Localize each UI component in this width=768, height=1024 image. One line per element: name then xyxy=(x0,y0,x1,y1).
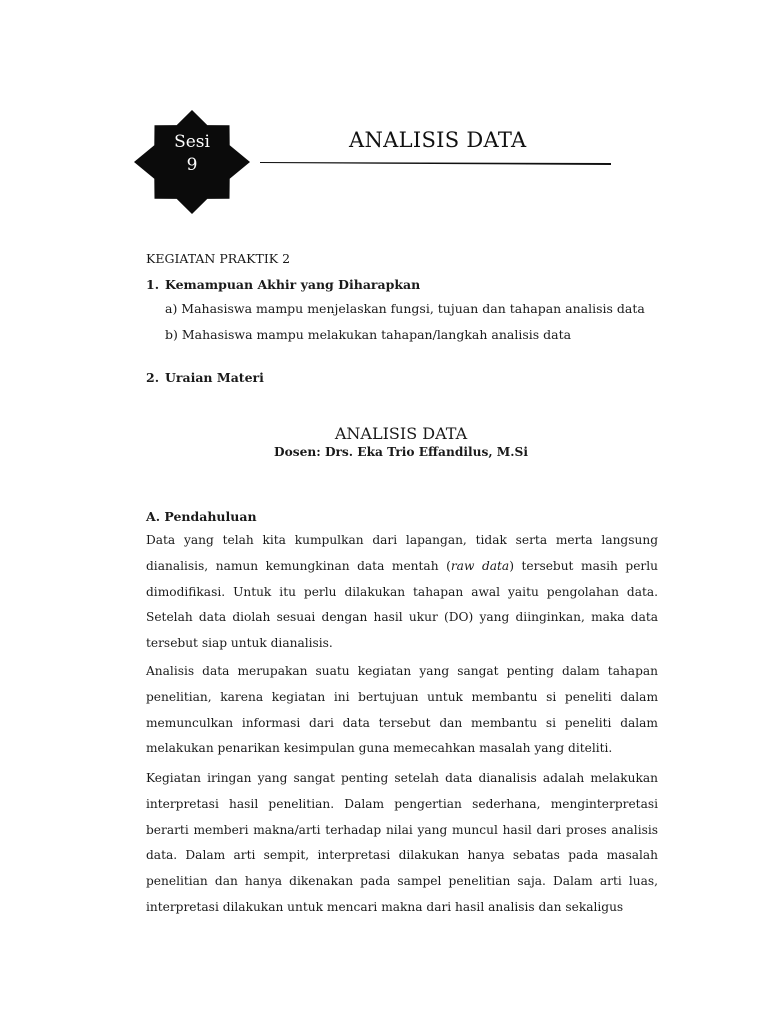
section1-heading xyxy=(146,277,420,292)
session-label: Sesi xyxy=(174,132,210,152)
session-number: 9 xyxy=(186,155,198,175)
section2-title: Uraian Materi xyxy=(165,370,264,385)
intro-paragraph-3: Kegiatan iringan yang sangat penting setelah data dianalisis adalah melakukan interpretasi hasil penelitian. Dalam pengertian sederhana, menginterpretasi berarti memberi makna/arti terhadap nilai yang muncul hasil dari proses analisis data. Dalam arti sempit, interpretasi dilakukan hanya sebatas pada masalah penelitian dan hanya dikenakan pada sampel penelitian saja. Dalam arti luas, interpretasi dilakukan untuk mencari makna dari hasil analisis dan sekaligus xyxy=(146,771,658,914)
intro-paragraph-1-italic: raw data xyxy=(450,558,510,573)
intro-paragraph-1 xyxy=(146,528,658,657)
lecturer-line: Dosen: Drs. Eka Trio Effandilus, M.Si xyxy=(274,445,528,459)
intro-paragraph-2: Analisis data merupakan suatu kegiatan yang sangat penting dalam tahapan penelitian, karena kegiatan ini bertujuan untuk membantu si peneliti dalam memunculkan informasi dari data tersebut dan membantu si peneliti dalam melakukan penarikan kesimpulan guna memecahkan masalah yang diteliti. xyxy=(146,664,658,756)
intro-paragraph-1-text-a: Data yang telah kita kumpulkan dari lapangan, tidak serta merta langsung dianalisis, namun kemungkinan data mentah ( xyxy=(146,533,658,573)
section1-number: 1. xyxy=(146,277,160,292)
section2-number: 2. xyxy=(146,370,160,385)
material-title: ANALISIS DATA xyxy=(334,424,468,443)
activity-heading: KEGIATAN PRAKTIK 2 xyxy=(146,251,291,266)
section1-title: Kemampuan Akhir yang Diharapkan xyxy=(165,277,421,292)
intro-paragraph-1-text-b: ) tersebut masih perlu dimodifikasi. Untuk itu perlu dilakukan tahapan awal yaitu pengolahan data. Setelah data diolah sesuai dengan hasil ukur (DO) yang diinginkan, maka data tersebut siap untuk dianalisis. xyxy=(146,558,658,651)
session-badge-text xyxy=(134,131,250,177)
title-underline xyxy=(260,160,611,165)
learning-outcome-b: b) Mahasiswa mampu melakukan tahapan/langkah analisis data xyxy=(165,327,572,342)
session-badge xyxy=(134,110,250,214)
section2-heading xyxy=(146,370,264,385)
page-title: ANALISIS DATA xyxy=(349,128,527,152)
intro-heading: A. Pendahuluan xyxy=(146,509,257,524)
learning-outcome-a: a) Mahasiswa mampu menjelaskan fungsi, tujuan dan tahapan analisis data xyxy=(165,301,645,316)
